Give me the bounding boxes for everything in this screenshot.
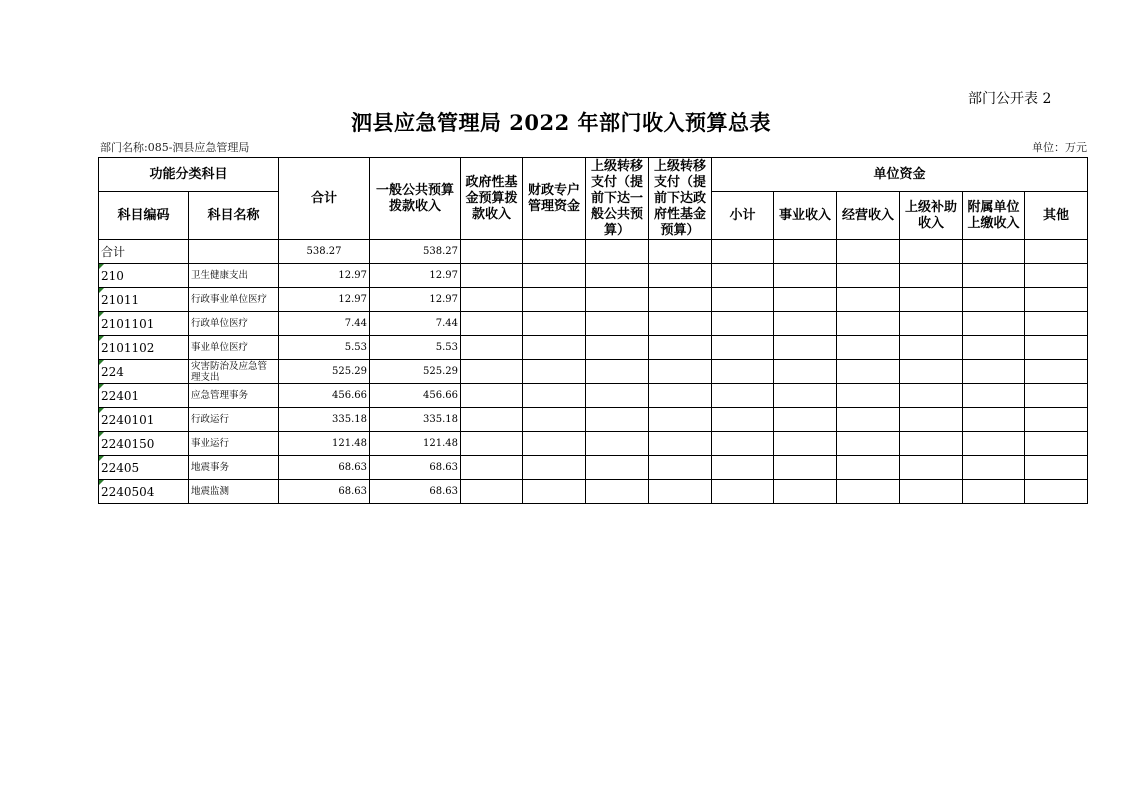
cell-total: 7.44 (279, 312, 370, 336)
cell-empty (837, 360, 900, 384)
cell-code (99, 312, 189, 336)
cell-empty (649, 408, 712, 432)
cell-marker-icon (99, 360, 104, 365)
cell-empty (1025, 408, 1088, 432)
cell-empty (774, 360, 837, 384)
cell-empty (963, 360, 1025, 384)
cell-empty (963, 384, 1025, 408)
cell-empty (837, 432, 900, 456)
cell-name: 行政单位医疗 (189, 312, 279, 336)
cell-empty (461, 456, 523, 480)
cell-marker-icon (99, 480, 104, 485)
cell-empty (712, 336, 774, 360)
cell-empty (837, 336, 900, 360)
cell-empty (523, 240, 586, 264)
cell-empty (774, 312, 837, 336)
cell-empty (586, 432, 649, 456)
cell-empty (837, 264, 900, 288)
cell-empty (963, 336, 1025, 360)
header-fund: 政府性基金预算拨款收入 (461, 158, 523, 240)
table-body (99, 240, 1088, 504)
cell-empty (963, 480, 1025, 504)
cell-name: 应急管理事务 (189, 384, 279, 408)
cell-empty (963, 264, 1025, 288)
cell-empty (523, 456, 586, 480)
cell-empty (1025, 384, 1088, 408)
cell-empty (900, 240, 963, 264)
cell-empty (963, 312, 1025, 336)
cell-code (99, 336, 189, 360)
cell-empty (774, 384, 837, 408)
cell-total: 456.66 (279, 384, 370, 408)
cell-total: 68.63 (279, 480, 370, 504)
header-general: 一般公共预算拨款收入 (370, 158, 461, 240)
cell-empty (523, 360, 586, 384)
cell-marker-icon (99, 384, 104, 389)
cell-name: 事业单位医疗 (189, 336, 279, 360)
cell-code-text: 210 (101, 268, 124, 283)
cell-empty (774, 336, 837, 360)
cell-empty (1025, 312, 1088, 336)
header-superior: 上级补助收入 (900, 192, 963, 240)
cell-empty (586, 408, 649, 432)
cell-code-text: 2101101 (101, 316, 155, 331)
cell-empty (649, 312, 712, 336)
cell-empty (712, 288, 774, 312)
cell-code (99, 480, 189, 504)
cell-total: 335.18 (279, 408, 370, 432)
header-unit-funds: 单位资金 (712, 158, 1088, 192)
cell-code-text: 合计 (101, 245, 126, 259)
cell-empty (774, 288, 837, 312)
cell-marker-icon (99, 312, 104, 317)
cell-general: 525.29 (370, 360, 461, 384)
cell-empty (649, 456, 712, 480)
header-func-group: 功能分类科目 (99, 158, 279, 192)
cell-empty (461, 264, 523, 288)
table-row (99, 240, 1088, 264)
cell-general: 12.97 (370, 288, 461, 312)
cell-empty (963, 288, 1025, 312)
cell-empty (774, 456, 837, 480)
cell-name: 地震监测 (189, 480, 279, 504)
table-row (99, 384, 1088, 408)
cell-empty (523, 432, 586, 456)
income-budget-table (98, 157, 1088, 504)
cell-empty (461, 384, 523, 408)
cell-general: 121.48 (370, 432, 461, 456)
cell-empty (900, 312, 963, 336)
table-row (99, 336, 1088, 360)
cell-name: 卫生健康支出 (189, 264, 279, 288)
cell-empty (586, 456, 649, 480)
cell-empty (900, 384, 963, 408)
cell-empty (900, 432, 963, 456)
cell-code-text: 22401 (101, 388, 140, 403)
cell-empty (1025, 288, 1088, 312)
cell-empty (649, 336, 712, 360)
cell-empty (963, 408, 1025, 432)
cell-empty (900, 408, 963, 432)
cell-empty (774, 432, 837, 456)
cell-empty (1025, 480, 1088, 504)
cell-marker-icon (99, 456, 104, 461)
cell-empty (774, 264, 837, 288)
cell-general: 538.27 (370, 240, 461, 264)
cell-empty (712, 480, 774, 504)
cell-empty (649, 288, 712, 312)
cell-empty (649, 432, 712, 456)
cell-empty (837, 240, 900, 264)
cell-code-text: 224 (101, 364, 124, 379)
form-number: 部门公开表 2 (968, 91, 1052, 107)
cell-empty (712, 264, 774, 288)
cell-empty (461, 432, 523, 456)
cell-empty (837, 312, 900, 336)
cell-empty (523, 408, 586, 432)
cell-empty (586, 240, 649, 264)
cell-general: 68.63 (370, 480, 461, 504)
cell-marker-icon (99, 288, 104, 293)
cell-code (99, 456, 189, 480)
table-row (99, 264, 1088, 288)
cell-total: 538.27 (279, 240, 370, 264)
cell-empty (649, 360, 712, 384)
cell-empty (712, 384, 774, 408)
table-row (99, 408, 1088, 432)
cell-empty (837, 456, 900, 480)
cell-empty (586, 312, 649, 336)
cell-empty (586, 288, 649, 312)
header-business: 事业收入 (774, 192, 837, 240)
header-subtotal: 小计 (712, 192, 774, 240)
cell-general: 68.63 (370, 456, 461, 480)
cell-empty (963, 240, 1025, 264)
cell-empty (1025, 240, 1088, 264)
cell-empty (649, 240, 712, 264)
cell-empty (900, 288, 963, 312)
cell-code-text: 2240504 (101, 484, 155, 499)
department-name: 部门名称:085-泗县应急管理局 (100, 141, 250, 154)
cell-code-text: 22405 (101, 460, 140, 475)
header-code: 科目编码 (99, 192, 189, 240)
cell-empty (461, 336, 523, 360)
table-row (99, 432, 1088, 456)
cell-empty (774, 480, 837, 504)
cell-empty (461, 408, 523, 432)
cell-empty (837, 480, 900, 504)
cell-empty (461, 288, 523, 312)
cell-code (99, 360, 189, 384)
cell-marker-icon (99, 336, 104, 341)
cell-empty (837, 408, 900, 432)
cell-empty (837, 288, 900, 312)
cell-empty (586, 336, 649, 360)
cell-empty (523, 288, 586, 312)
cell-empty (712, 360, 774, 384)
header-transfer-fund: 上级转移支付（提前下达政府性基金预算） (649, 158, 712, 240)
cell-total: 5.53 (279, 336, 370, 360)
cell-total: 121.48 (279, 432, 370, 456)
cell-empty (774, 240, 837, 264)
cell-empty (523, 312, 586, 336)
cell-general: 12.97 (370, 264, 461, 288)
cell-marker-icon (99, 432, 104, 437)
page-title: 泗县应急管理局 2022 年部门收入预算总表 (350, 110, 772, 135)
table-row (99, 360, 1088, 384)
cell-code (99, 408, 189, 432)
cell-marker-icon (99, 264, 104, 269)
cell-empty (586, 264, 649, 288)
table-row (99, 456, 1088, 480)
cell-code (99, 384, 189, 408)
cell-empty (461, 360, 523, 384)
cell-empty (712, 312, 774, 336)
cell-code (99, 288, 189, 312)
cell-total: 525.29 (279, 360, 370, 384)
cell-empty (523, 264, 586, 288)
cell-empty (461, 480, 523, 504)
cell-empty (523, 384, 586, 408)
cell-code (99, 432, 189, 456)
cell-code-text: 2240101 (101, 412, 155, 427)
table-row (99, 312, 1088, 336)
cell-total: 12.97 (279, 288, 370, 312)
cell-empty (461, 312, 523, 336)
cell-empty (1025, 456, 1088, 480)
cell-general: 456.66 (370, 384, 461, 408)
cell-empty (523, 480, 586, 504)
cell-code-text: 21011 (101, 292, 140, 307)
cell-empty (712, 240, 774, 264)
cell-empty (963, 432, 1025, 456)
header-affiliated: 附属单位上缴收入 (963, 192, 1025, 240)
cell-code-text: 2240150 (101, 436, 155, 451)
cell-general: 5.53 (370, 336, 461, 360)
cell-code (99, 264, 189, 288)
cell-empty (586, 480, 649, 504)
header-transfer-general: 上级转移支付（提前下达一般公共预算） (586, 158, 649, 240)
table-row (99, 480, 1088, 504)
cell-empty (712, 408, 774, 432)
cell-empty (712, 456, 774, 480)
cell-total: 68.63 (279, 456, 370, 480)
cell-empty (963, 456, 1025, 480)
cell-empty (1025, 432, 1088, 456)
cell-empty (1025, 360, 1088, 384)
cell-total: 12.97 (279, 264, 370, 288)
unit-label: 单位：万元 (1032, 141, 1087, 154)
cell-general: 335.18 (370, 408, 461, 432)
cell-name: 行政运行 (189, 408, 279, 432)
cell-empty (586, 384, 649, 408)
cell-empty (523, 336, 586, 360)
cell-empty (649, 384, 712, 408)
cell-general: 7.44 (370, 312, 461, 336)
cell-empty (649, 264, 712, 288)
header-name: 科目名称 (189, 192, 279, 240)
header-special: 财政专户管理资金 (523, 158, 586, 240)
cell-empty (712, 432, 774, 456)
cell-name: 事业运行 (189, 432, 279, 456)
table-row (99, 288, 1088, 312)
header-operating: 经营收入 (837, 192, 900, 240)
cell-name: 灾害防治及应急管理支出 (189, 360, 279, 384)
cell-empty (774, 408, 837, 432)
cell-empty (649, 480, 712, 504)
cell-empty (900, 456, 963, 480)
header-total: 合计 (279, 158, 370, 240)
cell-marker-icon (99, 408, 104, 413)
cell-name: 行政事业单位医疗 (189, 288, 279, 312)
cell-empty (900, 264, 963, 288)
cell-empty (900, 336, 963, 360)
cell-empty (1025, 336, 1088, 360)
cell-code-text: 2101102 (101, 340, 155, 355)
cell-code (99, 240, 189, 264)
cell-empty (586, 360, 649, 384)
cell-empty (900, 480, 963, 504)
cell-empty (461, 240, 523, 264)
cell-empty (900, 360, 963, 384)
cell-empty (837, 384, 900, 408)
cell-name (189, 240, 279, 264)
cell-name: 地震事务 (189, 456, 279, 480)
cell-empty (1025, 264, 1088, 288)
header-other: 其他 (1025, 192, 1088, 240)
